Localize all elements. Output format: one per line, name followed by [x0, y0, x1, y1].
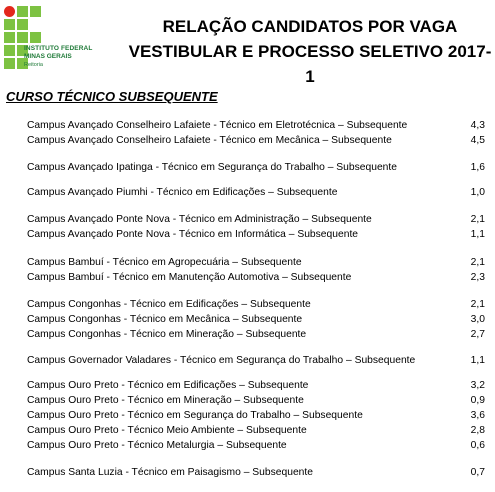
course-name: Campus Congonhas - Técnico em Mecânica – Subsequente — [27, 314, 303, 325]
course-name: Campus Congonhas - Técnico em Mineração – Subsequente — [27, 329, 307, 340]
candidates-per-seat: 1,1 — [470, 355, 485, 366]
title-line2: VESTIBULAR E PROCESSO SELETIVO 2017-1 — [128, 42, 492, 86]
logo-red-circle — [4, 6, 15, 17]
candidates-per-seat: 1,1 — [470, 229, 485, 240]
course-name: Campus Avançado Conselheiro Lafaiete - Técnico em Eletrotécnica – Subsequente — [27, 120, 408, 131]
candidates-per-seat: 0,6 — [470, 440, 485, 451]
logo-green-square — [30, 6, 41, 17]
candidates-per-seat: 0,7 — [470, 467, 485, 478]
candidates-per-seat: 3,0 — [470, 314, 485, 325]
course-name: Campus Avançado Piumhi - Técnico em Edificações – Subsequente — [27, 187, 338, 198]
candidates-per-seat: 2,3 — [470, 272, 485, 283]
logo-green-square — [17, 32, 28, 43]
logo-green-square — [4, 19, 15, 30]
institution-logo — [4, 6, 124, 68]
course-name: Campus Ouro Preto - Técnico em Segurança do Trabalho – Subsequente — [27, 410, 363, 421]
logo-green-square — [4, 32, 15, 43]
candidates-per-seat: 3,2 — [470, 380, 485, 391]
course-name: Campus Avançado Ipatinga - Técnico em Segurança do Trabalho – Subsequente — [27, 162, 397, 173]
course-name: Campus Governador Valadares - Técnico em Segurança do Trabalho – Subsequente — [27, 355, 416, 366]
candidates-per-seat: 0,9 — [470, 395, 485, 406]
logo-green-square — [30, 32, 41, 43]
logo-green-square — [17, 6, 28, 17]
logo-line1: INSTITUTO FEDERAL — [24, 45, 93, 52]
course-name: Campus Avançado Ponte Nova - Técnico em Informática – Subsequente — [27, 229, 359, 240]
candidates-per-seat: 1,6 — [470, 162, 485, 173]
course-name: Campus Ouro Preto - Técnico Meio Ambiente – Subsequente — [27, 425, 307, 436]
candidates-per-seat: 2,1 — [470, 299, 485, 310]
course-name: Campus Avançado Conselheiro Lafaiete - Técnico em Mecânica – Subsequente — [27, 135, 392, 146]
logo-line3: Reitoria — [24, 62, 43, 68]
course-name: Campus Bambuí - Técnico em Manutenção Automotiva – Subsequente — [27, 272, 352, 283]
candidates-per-seat: 1,0 — [470, 187, 485, 198]
candidates-per-seat: 2,1 — [470, 257, 485, 268]
candidates-per-seat: 4,5 — [470, 135, 485, 146]
course-name: Campus Ouro Preto - Técnico Metalurgia – Subsequente — [27, 440, 287, 451]
page-title — [125, 14, 495, 89]
logo-green-square — [4, 58, 15, 69]
logo-text — [24, 45, 92, 69]
candidates-per-seat: 2,7 — [470, 329, 485, 340]
title-line1: RELAÇÃO CANDIDATOS POR VAGA — [162, 17, 458, 36]
course-name: Campus Avançado Ponte Nova - Técnico em Administração – Subsequente — [27, 214, 372, 225]
section-title: CURSO TÉCNICO SUBSEQUENTE — [6, 89, 218, 104]
candidates-per-seat: 4,3 — [470, 120, 485, 131]
logo-green-square — [17, 19, 28, 30]
candidates-per-seat: 2,1 — [470, 214, 485, 225]
course-name: Campus Ouro Preto - Técnico em Edificações – Subsequente — [27, 380, 309, 391]
candidates-per-seat: 3,6 — [470, 410, 485, 421]
course-name: Campus Bambuí - Técnico em Agropecuária – Subsequente — [27, 257, 302, 268]
logo-green-square — [4, 45, 15, 56]
course-name: Campus Congonhas - Técnico em Edificações – Subsequente — [27, 299, 311, 310]
logo-line2: MINAS GERAIS — [24, 53, 72, 60]
candidates-per-seat: 2,8 — [470, 425, 485, 436]
course-name: Campus Ouro Preto - Técnico em Mineração – Subsequente — [27, 395, 304, 406]
course-name: Campus Santa Luzia - Técnico em Paisagismo – Subsequente — [27, 467, 313, 478]
